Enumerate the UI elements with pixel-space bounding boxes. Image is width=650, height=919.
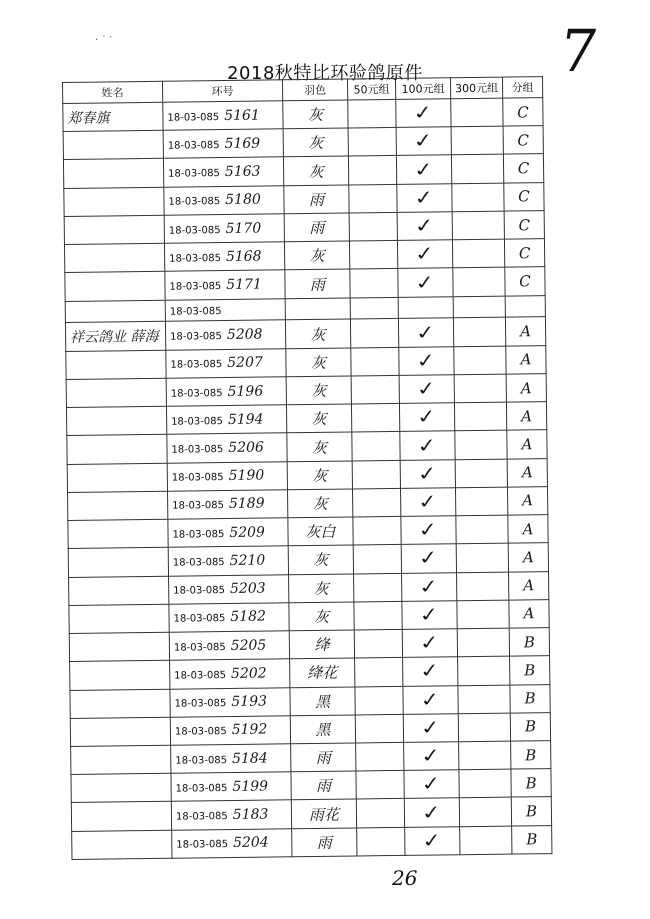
ring-cell [167,433,287,463]
ring-prefix: 18-03-085 [169,306,222,318]
ring-suffix: 5207 [227,354,263,372]
color-cell: 灰 [287,489,352,518]
owner-cell [66,406,166,435]
ring-suffix: 5163 [224,163,261,181]
group-50-cell [352,432,400,461]
color-cell: 灰 [289,574,354,603]
ring-suffix: 5205 [230,637,267,654]
group-50-cell [351,404,399,433]
ring-cell [166,405,286,435]
color-cell: 灰 [286,348,351,377]
ring-cell [163,129,283,159]
group-300-cell [452,183,504,212]
group-100-cell [397,183,452,212]
color-cell: 雨 [285,269,350,298]
ring-suffix: 5194 [227,411,264,428]
group-300-cell [454,402,506,431]
color-cell: 灰 [283,128,348,157]
owner-cell [70,689,170,718]
group-cell: A [505,317,545,346]
color-cell: 灰 [284,241,349,270]
group-100-cell [403,713,458,742]
color-cell: 雨花 [291,799,356,828]
group-cell: C [505,267,545,296]
group-50-cell [348,156,396,185]
ring-cell [169,603,289,633]
ring-cell [170,659,290,689]
color-cell: 灰 [283,156,348,185]
group-100-cell [403,657,458,686]
table-body [63,98,552,860]
group-cell: C [503,126,543,155]
group-100-cell [400,459,455,488]
ring-prefix: 18-03-085 [172,528,225,541]
scan-specks: · ˙ ′ [95,35,112,46]
group-100-cell [400,488,455,517]
group-50-cell [356,771,404,800]
group-cell: A [508,543,548,572]
group-300-cell [460,826,512,855]
ring-cell [165,320,285,350]
group-50-cell [349,241,397,270]
ring-cell [168,546,288,576]
color-cell: 灰 [283,100,348,129]
owner-cell [67,435,167,464]
group-100-cell [405,826,460,855]
group-300-cell [459,798,511,827]
ring-cell [164,242,284,272]
ring-suffix: 5190 [228,467,265,485]
ring-suffix: 5206 [228,439,264,456]
check-mark: ✓ [415,405,439,430]
group-300-cell [451,155,503,184]
group-100-cell [396,99,451,128]
group-300-cell [459,769,511,798]
check-mark: ✓ [419,744,443,768]
ring-suffix: 5209 [229,524,266,541]
ring-prefix: 18-03-085 [171,415,223,428]
owner-cell [67,463,167,492]
group-100-cell [397,212,452,241]
owner-cell [68,548,168,577]
color-cell: 绛花 [290,658,355,687]
group-300-cell [457,628,509,657]
check-mark: ✓ [416,490,440,514]
check-mark: ✓ [415,349,438,373]
color-cell: 绛 [289,630,354,659]
group-cell: A [506,345,546,374]
color-cell: 灰 [285,319,350,348]
ring-cell [168,490,288,520]
group-300-cell [457,572,509,601]
check-mark: ✓ [417,574,441,599]
group-300-cell [451,126,503,155]
group-100-cell [404,770,459,799]
ring-prefix: 18-03-085 [171,472,224,484]
ring-prefix: 18-03-085 [170,387,223,400]
group-300-cell [454,374,506,403]
group-50-cell [348,128,396,157]
group-50-cell [349,184,397,213]
group-cell: C [504,182,544,211]
group-100-cell [398,268,453,297]
owner-cell [70,660,170,689]
group-cell: A [506,402,546,431]
header-300: 300元组 [450,77,502,99]
group-300-cell [453,268,505,297]
check-mark: ✓ [417,546,441,571]
group-cell: C [504,211,544,240]
group-100-cell [402,601,457,630]
group-50-cell [353,545,401,574]
ring-prefix: 18-03-085 [167,111,220,124]
page-title: 2018秋特比环验鸽原件 [227,63,423,84]
group-50-cell [354,601,402,630]
group-cell: A [507,430,547,459]
ring-cell [163,157,283,187]
color-cell: 灰 [288,545,353,574]
group-50-cell [350,297,398,319]
ring-cell [171,800,291,830]
group-300-cell [459,741,511,770]
pigeon-ring-table [62,76,552,860]
ring-cell [163,101,283,131]
group-300-cell [458,685,510,714]
group-cell: C [503,154,543,183]
ring-prefix: 18-03-085 [173,641,226,654]
owner-cell [64,243,164,272]
check-mark: ✓ [415,377,439,401]
ring-cell [166,377,286,407]
ring-prefix: 18-03-085 [172,556,225,569]
owner-cell [65,272,165,301]
group-300-cell [458,713,510,742]
owner-cell [63,159,163,188]
ring-suffix: 5203 [229,580,266,598]
group-100-cell [402,572,457,601]
ring-suffix: 5184 [231,750,268,767]
group-50-cell [352,488,400,517]
owner-cell [63,131,163,160]
group-100-cell [399,403,454,432]
check-mark: ✓ [414,320,438,345]
ring-cell [165,298,285,321]
check-mark: ✓ [418,603,441,627]
group-50-cell [355,686,403,715]
ring-cell [171,772,291,802]
group-300-cell [453,296,505,318]
check-mark: ✓ [420,772,443,797]
ring-prefix: 18-03-085 [167,139,220,152]
owner-cell [65,300,165,323]
group-100-cell [398,318,453,347]
ring-prefix: 18-03-085 [174,698,227,710]
header-owner: 姓名 [63,81,163,103]
group-50-cell [350,269,398,298]
ring-prefix: 18-03-085 [168,168,220,180]
color-cell: 雨 [284,213,349,242]
color-cell: 雨 [292,828,357,857]
check-mark: ✓ [413,242,437,267]
ring-prefix: 18-03-085 [174,726,227,739]
check-mark: ✓ [416,433,439,458]
ring-prefix: 18-03-085 [173,613,226,626]
group-300-cell [457,600,509,629]
owner-cell [64,187,164,216]
owner-cell [70,717,170,746]
ring-cell [168,518,288,548]
ring-prefix: 18-03-085 [171,444,224,456]
group-300-cell [453,318,505,347]
ring-cell [169,631,289,661]
color-cell: 灰 [287,461,352,490]
ring-suffix: 5161 [224,107,260,124]
ring-prefix: 18-03-085 [172,500,225,513]
check-mark: ✓ [412,101,435,126]
group-50-cell [351,375,399,404]
owner-cell [69,576,169,605]
group-100-cell [398,296,453,318]
ring-cell [170,715,290,745]
group-100-cell [404,742,459,771]
ring-prefix: 18-03-085 [175,782,228,795]
group-50-cell [356,799,404,828]
group-300-cell [455,459,507,488]
ring-prefix: 18-03-085 [170,331,222,343]
check-mark: ✓ [413,214,437,238]
group-100-cell [400,431,455,460]
ring-prefix: 18-03-085 [173,585,226,597]
group-300-cell [456,515,508,544]
ring-suffix: 5193 [231,693,268,711]
group-300-cell [451,98,503,127]
color-cell: 灰 [286,376,351,405]
check-mark: ✓ [414,270,437,295]
ring-prefix: 18-03-085 [168,196,221,209]
group-300-cell [455,430,507,459]
group-cell: A [509,599,549,628]
group-300-cell [456,543,508,572]
owner-cell [71,802,171,831]
group-100-cell [402,629,457,658]
group-100-cell [403,685,458,714]
group-50-cell [353,516,401,545]
color-cell [285,298,350,321]
table-row [72,825,552,859]
group-50-cell [349,212,397,241]
color-cell: 灰白 [288,517,353,546]
ring-suffix: 5168 [225,248,262,265]
ring-cell [169,574,289,604]
ring-cell [164,186,284,216]
header-50: 50元组 [347,78,395,100]
check-mark: ✓ [416,461,440,486]
header-color: 羽色 [282,79,347,101]
ring-suffix: 5180 [225,191,261,209]
ring-cell [165,270,285,300]
group-cell [505,295,545,317]
ring-prefix: 18-03-085 [175,811,228,823]
group-cell: A [507,458,547,487]
owner-cell [68,491,168,520]
group-cell: C [503,98,543,127]
group-50-cell [355,714,403,743]
ring-cell [171,744,291,774]
check-mark: ✓ [413,186,436,210]
ring-suffix: 5208 [226,326,263,344]
group-50-cell [354,629,402,658]
group-100-cell [401,544,456,573]
color-cell: 雨 [291,771,356,800]
group-cell: B [510,656,550,685]
group-300-cell [452,239,504,268]
group-cell: A [508,515,548,544]
header-100: 100元组 [395,78,450,100]
group-cell: A [507,486,547,515]
ring-prefix: 18-03-085 [175,754,228,767]
record-sheet [62,76,551,860]
group-50-cell [356,742,404,771]
ring-prefix: 18-03-085 [169,252,221,265]
ring-suffix: 5189 [228,496,265,513]
ring-cell [172,828,292,858]
check-mark: ✓ [420,800,444,825]
ring-suffix: 5170 [225,220,262,237]
check-mark: ✓ [419,687,442,712]
ring-suffix: 5169 [224,135,261,152]
group-300-cell [455,487,507,516]
group-cell: B [511,741,551,770]
group-cell: B [510,712,550,741]
ring-cell [167,461,287,491]
group-100-cell [399,375,454,404]
owner-cell [66,350,166,379]
check-mark: ✓ [412,157,436,182]
check-mark: ✓ [418,659,442,684]
group-cell: A [509,571,549,600]
ring-suffix: 5171 [226,276,262,294]
ring-suffix: 5196 [227,383,264,400]
group-cell: A [506,374,546,403]
group-100-cell [399,346,454,375]
group-100-cell [397,240,452,269]
ring-prefix: 18-03-085 [169,281,222,293]
group-100-cell [401,516,456,545]
ring-suffix: 5192 [231,721,268,739]
check-mark: ✓ [418,631,442,656]
owner-cell [69,632,169,661]
ring-suffix: 5202 [230,665,267,682]
owner-cell [71,745,171,774]
group-50-cell [355,658,403,687]
group-50-cell [351,347,399,376]
color-cell: 黑 [290,686,355,715]
group-100-cell [396,127,451,156]
check-mark: ✓ [417,518,440,543]
page-number: 7 [555,17,602,85]
group-50-cell [357,827,405,856]
ring-cell [166,348,286,378]
color-cell: 雨 [284,185,349,214]
color-cell: 雨 [291,743,356,772]
check-mark: ✓ [419,716,443,740]
ring-suffix: 5199 [232,778,269,795]
group-100-cell [404,798,459,827]
owner-cell [64,215,164,244]
ring-cell [164,214,284,244]
group-cell: C [504,239,544,268]
footer-page-number: 26 [392,866,418,890]
group-50-cell [350,319,398,348]
group-50-cell [354,573,402,602]
color-cell: 灰 [287,432,352,461]
header-ring: 环号 [162,80,282,102]
color-cell: 灰 [286,404,351,433]
header-group: 分组 [502,77,542,98]
ring-prefix: 18-03-085 [174,669,227,682]
ring-suffix: 5204 [232,834,269,852]
owner-cell [68,519,168,548]
owner-cell: 祥云鸽业 薛海 [65,322,165,351]
group-300-cell [458,656,510,685]
check-mark: ✓ [412,129,436,154]
group-50-cell [348,99,396,128]
ring-prefix: 18-03-085 [176,839,229,851]
owner-cell [72,830,172,860]
owner-cell [71,773,171,802]
group-cell: B [512,825,552,854]
ring-suffix: 5210 [229,552,266,569]
group-cell: B [511,769,551,798]
ring-suffix: 5182 [230,608,267,626]
group-100-cell [396,155,451,184]
ring-suffix: 5183 [232,806,269,824]
ring-prefix: 18-03-085 [170,359,223,371]
group-50-cell [352,460,400,489]
owner-cell [69,604,169,633]
color-cell: 灰 [289,602,354,631]
group-cell: B [511,797,551,826]
ring-prefix: 18-03-085 [168,224,221,237]
color-cell: 黑 [290,715,355,744]
check-mark: ✓ [421,828,444,853]
owner-cell: 郑春旗 [63,102,163,131]
ring-cell [170,687,290,717]
group-cell: B [509,628,549,657]
group-cell: B [510,684,550,713]
group-300-cell [452,211,504,240]
group-300-cell [454,346,506,375]
owner-cell [66,378,166,407]
